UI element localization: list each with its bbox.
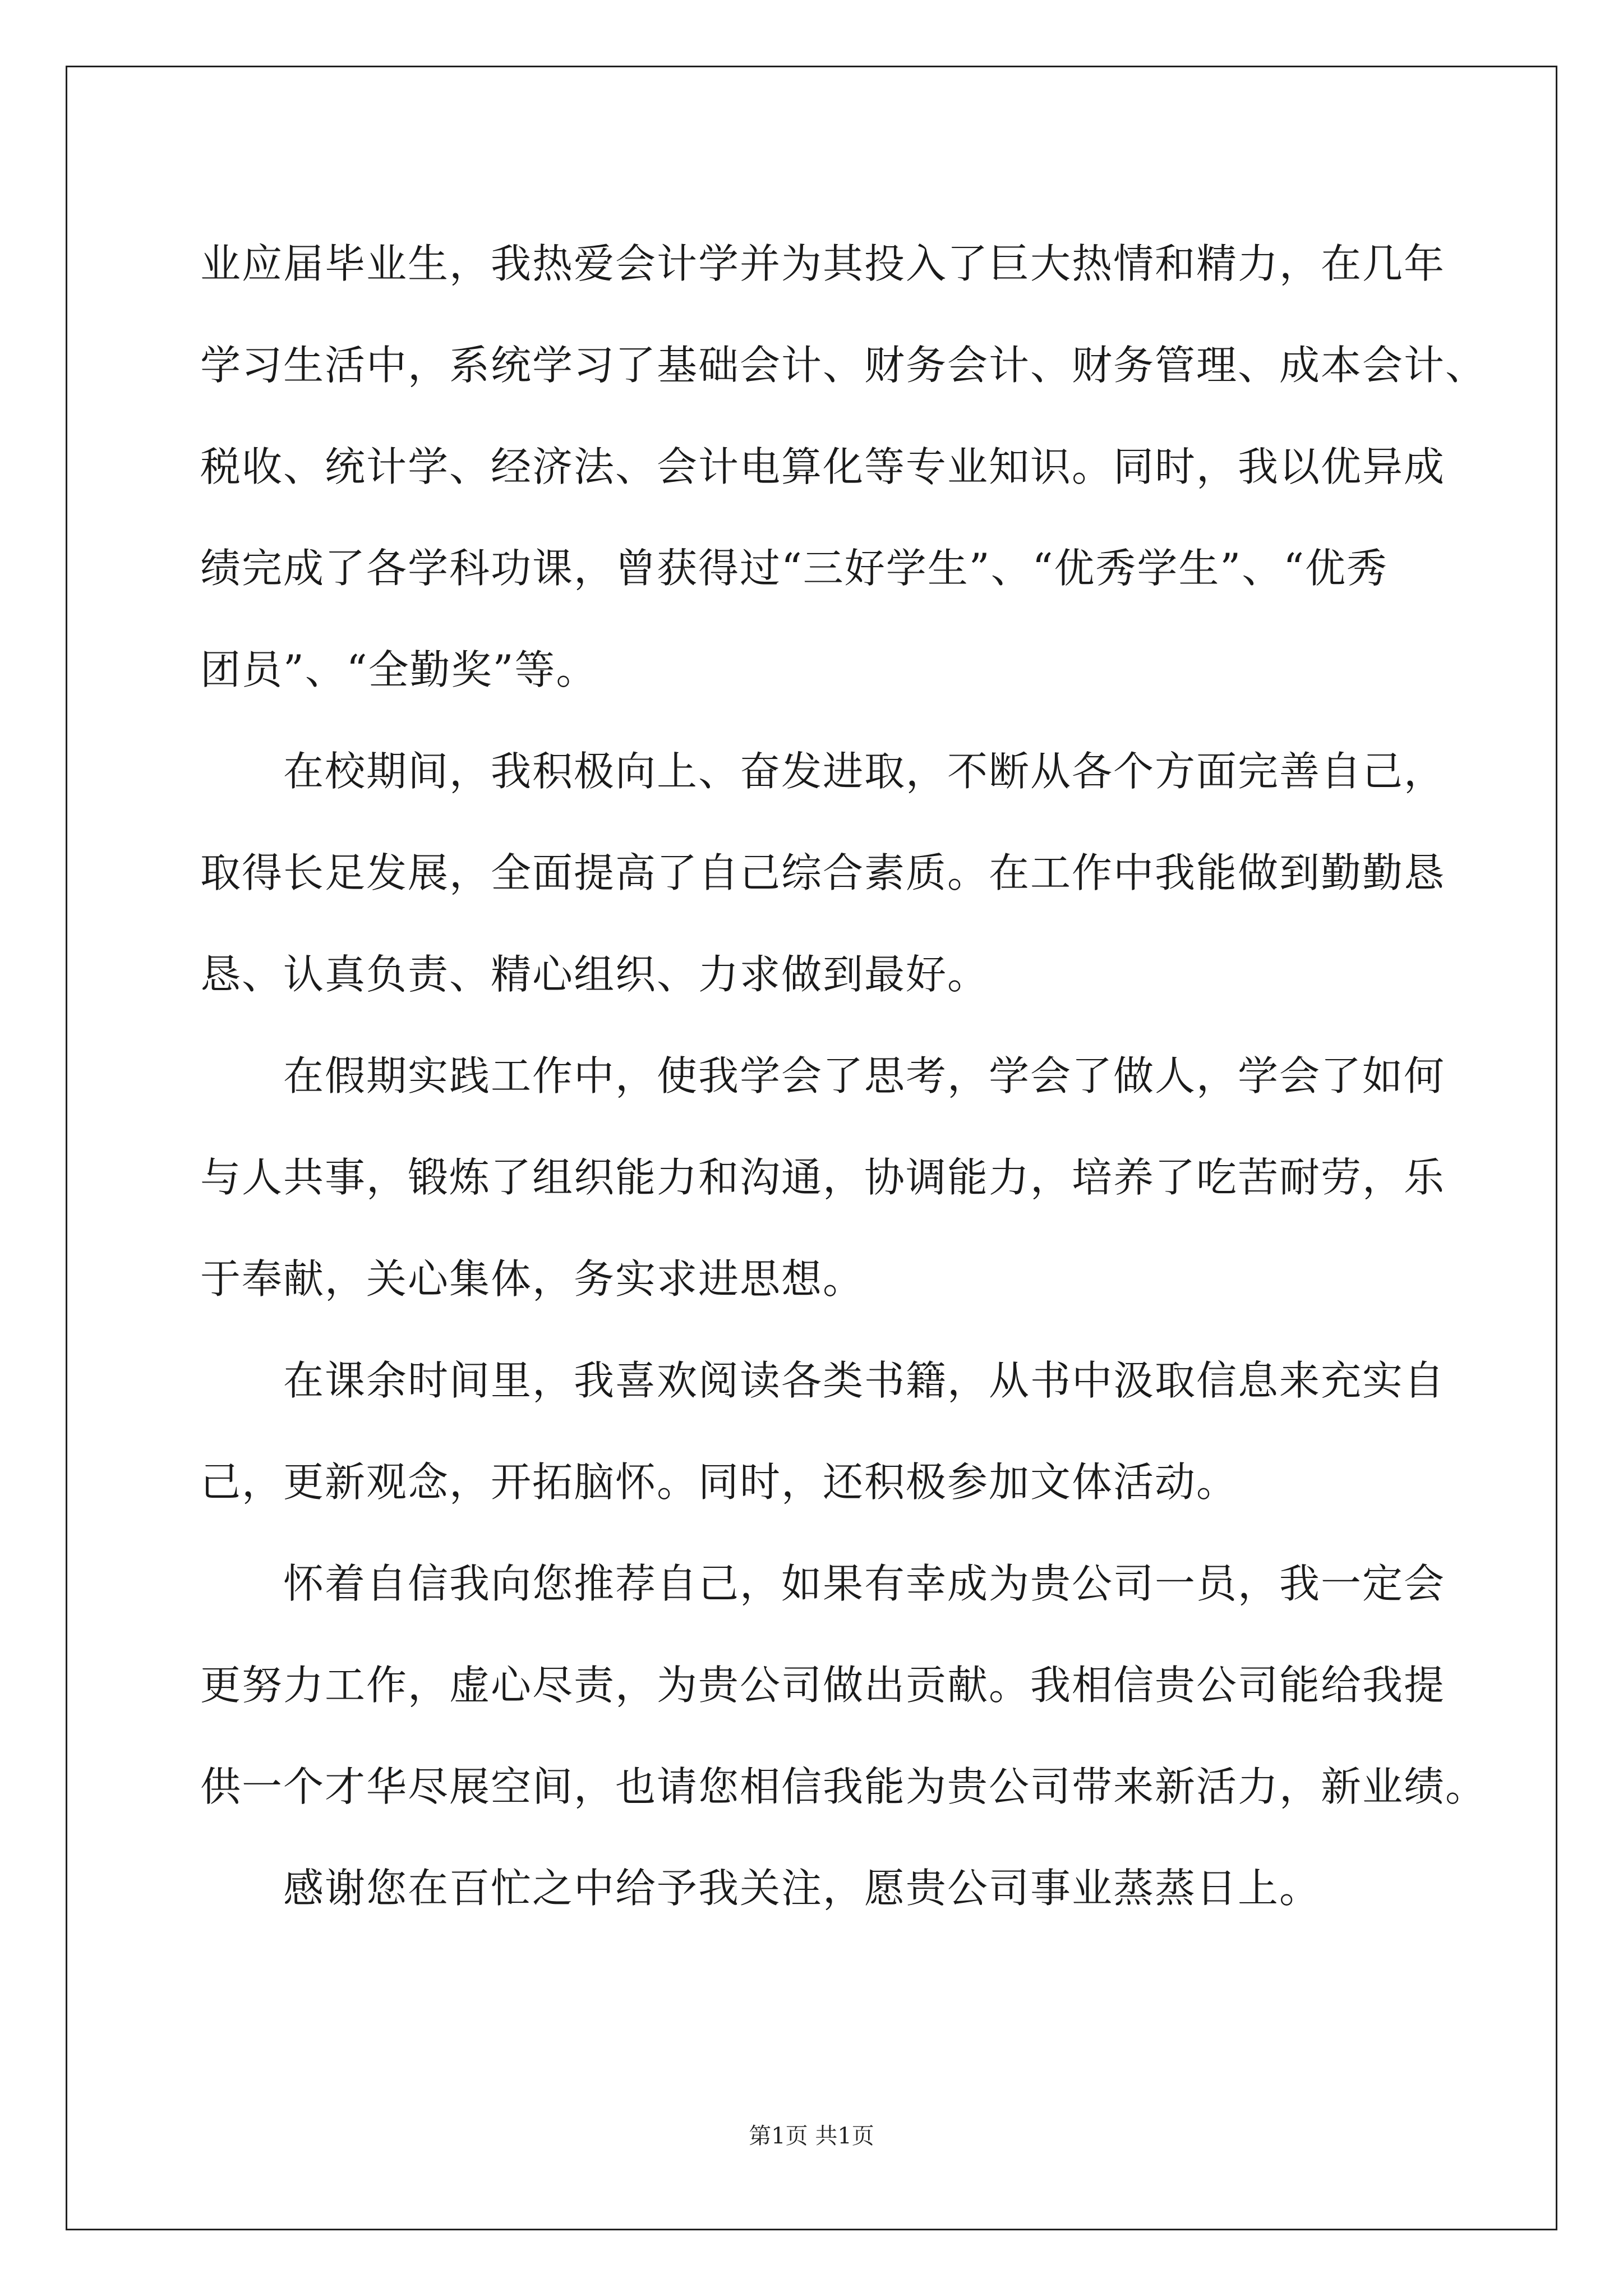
- text-line: 与人共事，锻炼了组织能力和沟通，协调能力，培养了吃苦耐劳，乐: [200, 1154, 1446, 1201]
- paragraph-start-line: 感谢您在百忙之中给予我关注，愿贵公司事业蒸蒸日上。: [283, 1865, 1321, 1912]
- paragraph-start-line: 在校期间，我积极向上、奋发进取，不断从各个方面完善自己，: [283, 748, 1446, 795]
- document-body: [200, 213, 1487, 1939]
- text-line: 供一个才华尽展空间，也请您相信我能为贵公司带来新活力，新业绩。: [200, 1763, 1487, 1810]
- paragraph-start-line: 怀着自信我向您推荐自己，如果有幸成为贵公司一员，我一定会: [283, 1560, 1446, 1607]
- text-line: 于奉献，关心集体，务实求进思想。: [200, 1255, 865, 1303]
- paragraph-start-line: 在假期实践工作中，使我学会了思考，学会了做人，学会了如何: [283, 1052, 1446, 1099]
- text-line: 更努力工作，虚心尽责，为贵公司做出贡献。我相信贵公司能给我提: [200, 1662, 1446, 1709]
- text-line: 取得长足发展，全面提高了自己综合素质。在工作中我能做到勤勤恳: [200, 849, 1446, 896]
- text-line: 业应届毕业生，我热爱会计学并为其投入了巨大热情和精力，在几年: [200, 240, 1446, 287]
- text-line: 税收、统计学、经济法、会计电算化等专业知识。同时，我以优异成: [200, 443, 1446, 490]
- paragraph-start-line: 在课余时间里，我喜欢阅读各类书籍，从书中汲取信息来充实自: [283, 1357, 1446, 1404]
- text-line: 己，更新观念，开拓脑怀。同时，还积极参加文体活动。: [200, 1458, 1238, 1506]
- text-line: 团员”、“全勤奖”等。: [200, 646, 598, 693]
- text-line: 学习生活中，系统学习了基础会计、财务会计、财务管理、成本会计、: [200, 342, 1487, 389]
- text-line: 绩完成了各学科功课，曾获得过“三好学生”、“优秀学生”、“优秀: [200, 545, 1389, 592]
- page-number-footer: 第1页 共1页: [749, 2123, 874, 2149]
- text-line: 恳、认真负责、精心组织、力求做到最好。: [200, 951, 989, 998]
